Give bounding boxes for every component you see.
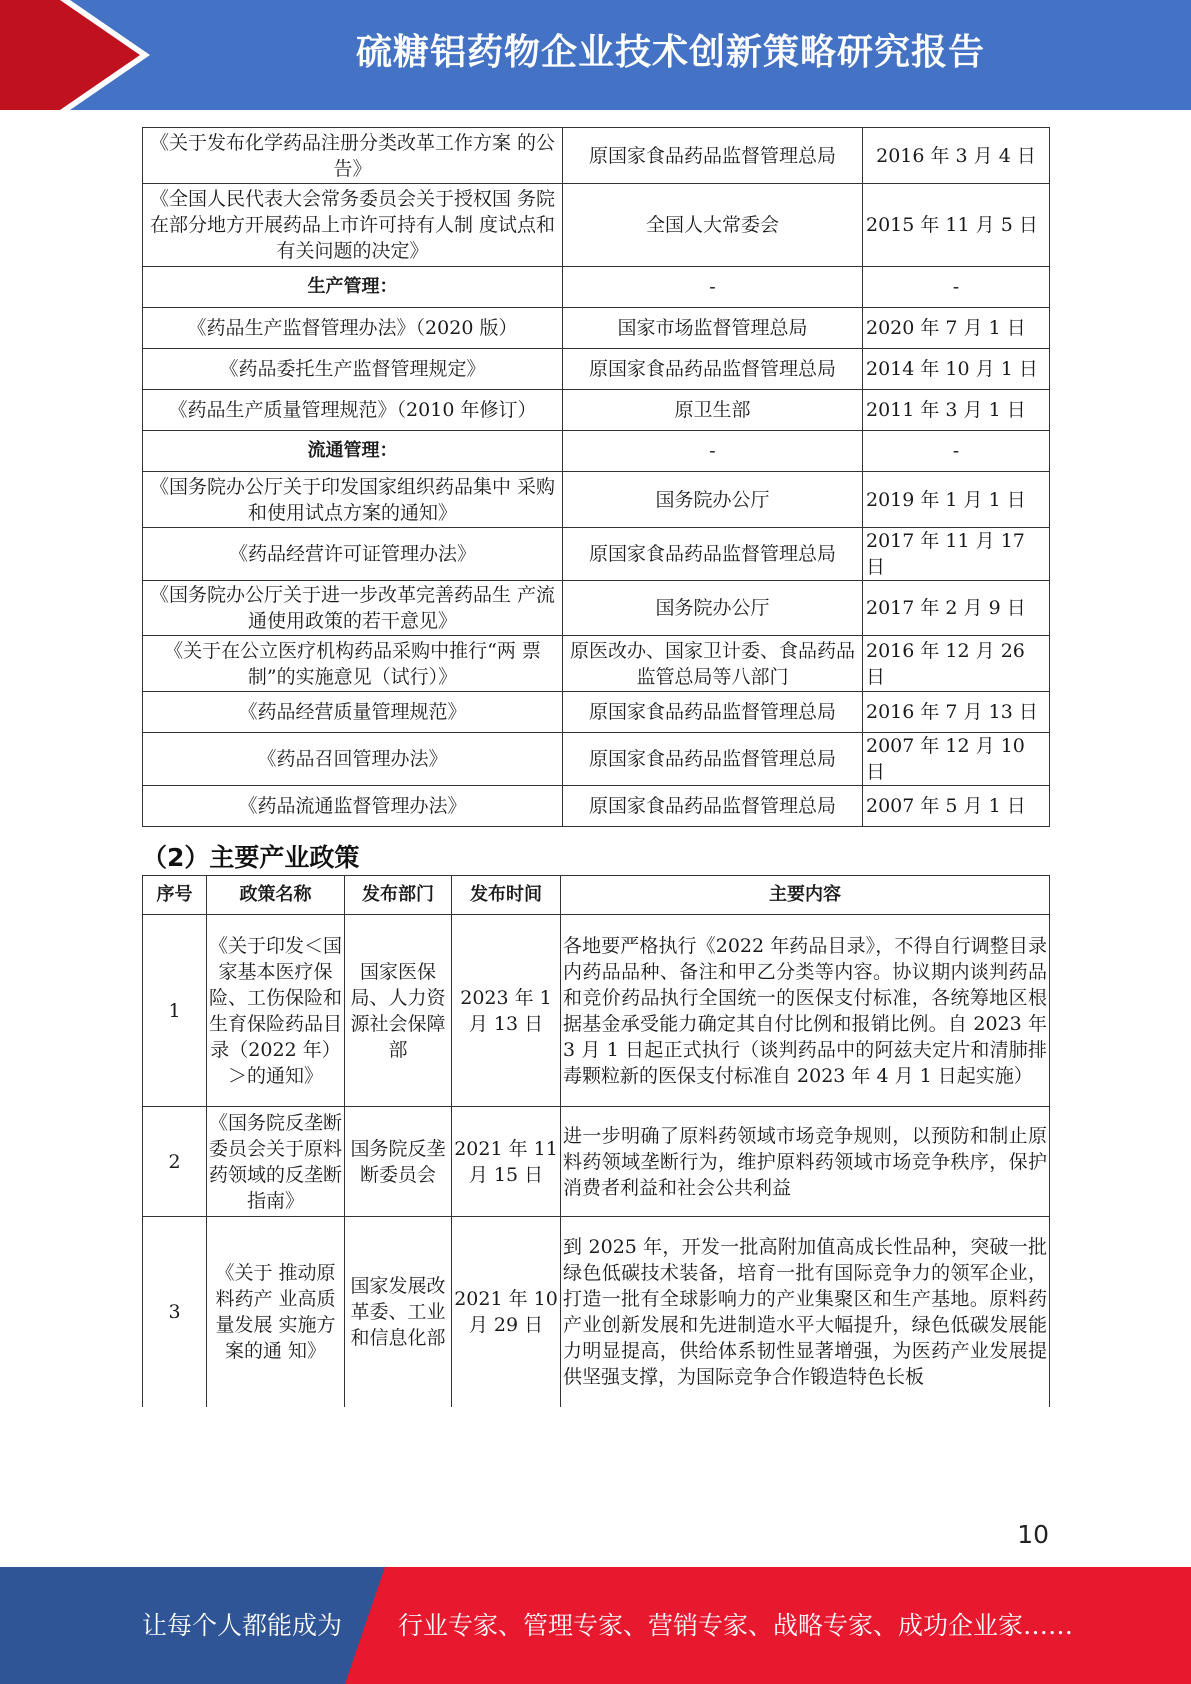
regulation-table [142,127,1050,827]
header-banner [0,0,1191,110]
policy-name-cell: 《国务院反垄断委员会关于原料药领域的反垄断指南》 [207,1107,345,1217]
date-cell: 2019 年 1 月 1 日 [863,472,1050,528]
date-cell: 2007 年 12 月 10 日 [863,733,1050,786]
content-cell: 各地要严格执行《2022 年药品目录》，不得自行调整目录内药品品种、备注和甲乙分类等内容。协议期内谈判药品和竞价药品执行全国统一的医保支付标准，各统筹地区根据基金承受能力确定其自付比例和报销比例。自 2023 年 3 月 1 日起正式执行（谈判药品中的阿兹夫定片和清肺排毒颗粒新的医保支付标准自 2023 年 4 月 1 日起实施） [561,915,1050,1107]
table-row [143,1217,1050,1407]
dept-cell: 原国家食品药品监督管理总局 [563,349,863,390]
report-title: 硫糖铝药物企业技术创新策略研究报告 [355,32,985,73]
dept-cell: 原国家食品药品监督管理总局 [563,128,863,184]
policy-name-cell: 《全国人民代表大会常务委员会关于授权国 务院在部分地方开展药品上市许可持有人制 度试点和有关问题的决定》 [143,184,563,267]
date-cell: 2021 年 10 月 29 日 [452,1217,561,1407]
dept-cell: 原国家食品药品监督管理总局 [563,733,863,786]
index-cell: 3 [143,1217,207,1407]
table-row [143,733,1050,786]
dept-cell: 国务院办公厅 [563,472,863,528]
content-cell: 进一步明确了原料药领域市场竞争规则，以预防和制止原料药领域垄断行为，维护原料药领域市场竞争秩序，保护消费者利益和社会公共利益 [561,1107,1050,1217]
section-label: 生产管理： [143,267,563,308]
table-row [143,184,1050,267]
header-arrow-decoration [0,0,150,110]
date-cell: - [863,267,1050,308]
dept-cell: 全国人大常委会 [563,184,863,267]
section-row [143,431,1050,472]
date-cell: 2016 年 7 月 13 日 [863,692,1050,733]
footer-slogan-right: 行业专家、管理专家、营销专家、战略专家、成功企业家…… [398,1611,1074,1640]
section-row [143,267,1050,308]
table-row [143,1107,1050,1217]
header-dept: 发布部门 [345,876,452,915]
table-row [143,128,1050,184]
footer-banner [0,1567,1191,1684]
index-cell: 2 [143,1107,207,1217]
section-heading: （2）主要产业政策 [142,843,360,872]
header-date: 发布时间 [452,876,561,915]
content-cell: 到 2025 年，开发一批高附加值高成长性品种，突破一批绿色低碳技术装备，培育一批有国际竞争力的领军企业，打造一批有全球影响力的产业集聚区和生产基地。原料药产业创新发展和先进制造水平大幅提升，绿色低碳发展能力明显提高，供给体系韧性显著增强，为医药产业发展提供坚强支撑，为国际竞争合作锻造特色长板 [561,1217,1050,1407]
table-row [143,390,1050,431]
date-cell: 2015 年 11 月 5 日 [863,184,1050,267]
policy-name-cell: 《国务院办公厅关于印发国家组织药品集中 采购和使用试点方案的通知》 [143,472,563,528]
date-cell: 2021 年 11 月 15 日 [452,1107,561,1217]
dept-cell: 国家医保局、人力资源社会保障部 [345,915,452,1107]
date-cell: 2017 年 2 月 9 日 [863,581,1050,636]
policy-name-cell: 《药品召回管理办法》 [143,733,563,786]
date-cell: 2020 年 7 月 1 日 [863,308,1050,349]
table-row [143,692,1050,733]
table-row [143,636,1050,692]
header-index: 序号 [143,876,207,915]
policy-name-cell: 《药品流通监督管理办法》 [143,786,563,827]
dept-cell: - [563,267,863,308]
dept-cell: 国务院反垄断委员会 [345,1107,452,1217]
table-row [143,308,1050,349]
dept-cell: 原医改办、国家卫计委、食品药品监管总局等八部门 [563,636,863,692]
policy-name-cell: 《关于 推动原料药产 业高质量发展 实施方案的通 知》 [207,1217,345,1407]
policy-name-cell: 《药品生产监督管理办法》（2020 版） [143,308,563,349]
table-row [143,786,1050,827]
date-cell: 2007 年 5 月 1 日 [863,786,1050,827]
table-header-row [143,876,1050,915]
dept-cell: - [563,431,863,472]
footer-slogan-left: 让每个人都能成为 [142,1611,343,1640]
table-row [143,528,1050,581]
dept-cell: 国家发展改革委、工业和信息化部 [345,1217,452,1407]
date-cell: 2016 年 12 月 26 日 [863,636,1050,692]
table-row [143,472,1050,528]
header-policy-name: 政策名称 [207,876,345,915]
dept-cell: 原国家食品药品监督管理总局 [563,692,863,733]
date-cell: 2011 年 3 月 1 日 [863,390,1050,431]
policy-name-cell: 《关于发布化学药品注册分类改革工作方案 的公告》 [143,128,563,184]
date-cell: - [863,431,1050,472]
dept-cell: 国务院办公厅 [563,581,863,636]
table-row [143,581,1050,636]
table-row [143,349,1050,390]
policy-name-cell: 《药品委托生产监督管理规定》 [143,349,563,390]
policy-name-cell: 《药品经营质量管理规范》 [143,692,563,733]
date-cell: 2017 年 11 月 17 日 [863,528,1050,581]
index-cell: 1 [143,915,207,1107]
date-cell: 2016 年 3 月 4 日 [863,128,1050,184]
dept-cell: 原国家食品药品监督管理总局 [563,528,863,581]
table-row [143,915,1050,1107]
policy-name-cell: 《关于印发＜国家基本医疗保险、工伤保险和生育保险药品目录（2022 年）＞的通知》 [207,915,345,1107]
date-cell: 2023 年 1 月 13 日 [452,915,561,1107]
policy-name-cell: 《关于在公立医疗机构药品采购中推行“两 票制”的实施意见（试行）》 [143,636,563,692]
policy-name-cell: 《国务院办公厅关于进一步改革完善药品生 产流通使用政策的若干意见》 [143,581,563,636]
section-label: 流通管理： [143,431,563,472]
industry-policy-table [142,875,1050,1407]
header-content: 主要内容 [561,876,1050,915]
page-number: 10 [1017,1520,1049,1549]
dept-cell: 原国家食品药品监督管理总局 [563,786,863,827]
policy-name-cell: 《药品生产质量管理规范》（2010 年修订） [143,390,563,431]
dept-cell: 国家市场监督管理总局 [563,308,863,349]
dept-cell: 原卫生部 [563,390,863,431]
policy-name-cell: 《药品经营许可证管理办法》 [143,528,563,581]
date-cell: 2014 年 10 月 1 日 [863,349,1050,390]
